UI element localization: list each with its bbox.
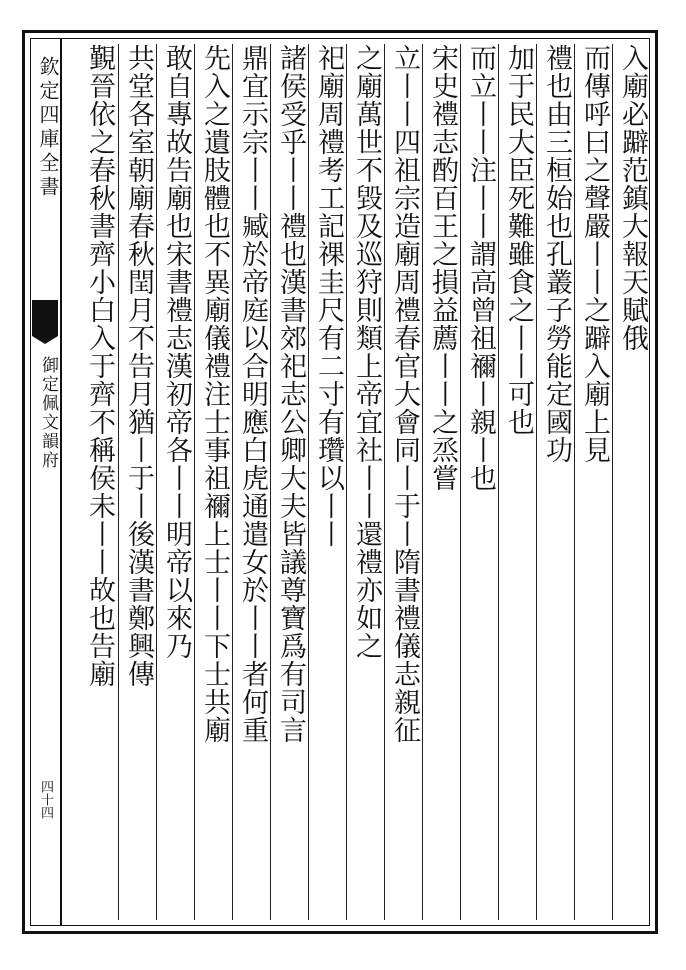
column-text: 祀廟周禮考工記祼圭尺有二寸有瓚以丨丨 xyxy=(313,44,344,548)
column-text: 先入之遺肢體也不異廟儀禮注士事祖禰上士丨丨下士共廟 xyxy=(199,44,230,744)
text-column-1 xyxy=(612,44,650,920)
column-text: 宋史禮志酌百王之損益薦丨丨之烝嘗 xyxy=(427,44,458,492)
column-text: 入廟必躃范鎮大報天賦俄 xyxy=(617,44,648,352)
text-column-7 xyxy=(384,44,422,920)
text-column-6 xyxy=(422,44,460,920)
text-column-5 xyxy=(460,44,498,920)
page-folio: 四十四 xyxy=(38,780,53,819)
text-column-9 xyxy=(308,44,346,920)
column-text: 鼎宜示宗丨丨臧於帝庭以合明應白虎通遣女於丨丨者何重 xyxy=(237,44,268,744)
text-column-12 xyxy=(194,44,232,920)
text-column-10 xyxy=(270,44,308,920)
text-column-14 xyxy=(118,44,156,920)
book-title: 御定佩文韻府 xyxy=(38,356,58,470)
margin-column xyxy=(30,38,62,926)
text-column-2 xyxy=(574,44,612,920)
text-column-15 xyxy=(80,44,118,920)
text-column-13 xyxy=(156,44,194,920)
column-text: 敢自專故告廟也宋書禮志漢初帝各丨丨明帝以來乃 xyxy=(161,44,192,660)
text-column-4 xyxy=(498,44,536,920)
column-text: 共堂各室朝廟春秋閏月不告月猶丨于丨後漢書鄭興傳 xyxy=(123,44,154,688)
column-text: 禮也由三桓始也孔叢子勞能定國功 xyxy=(541,44,572,464)
column-text: 之廟萬世不毀及巡狩則類上帝宜社丨丨還禮亦如之 xyxy=(351,44,382,660)
column-text: 諸侯受乎丨丨禮也漢書郊祀志公卿大夫皆議尊寶爲有司言 xyxy=(275,44,306,744)
text-column-3 xyxy=(536,44,574,920)
column-text: 覲晉依之春秋書齊小白入于齊不稱侯未丨丨故也告廟 xyxy=(84,44,115,688)
collection-title: 欽定四庫全書 xyxy=(36,56,60,200)
column-text: 加于民大臣死難雖食之丨丨可也 xyxy=(503,44,534,436)
column-text: 而傳呼曰之聲嚴丨丨之躃入廟上見 xyxy=(579,44,610,464)
fish-tail-icon xyxy=(32,300,58,336)
text-column-8 xyxy=(346,44,384,920)
text-column-11 xyxy=(232,44,270,920)
column-text: 而立丨丨注丨丨謂高曾祖禰丨親丨也 xyxy=(465,44,496,492)
column-text: 立丨丨四祖宗造廟周禮春官大會同丨于丨隋書禮儀志親征 xyxy=(389,44,420,744)
